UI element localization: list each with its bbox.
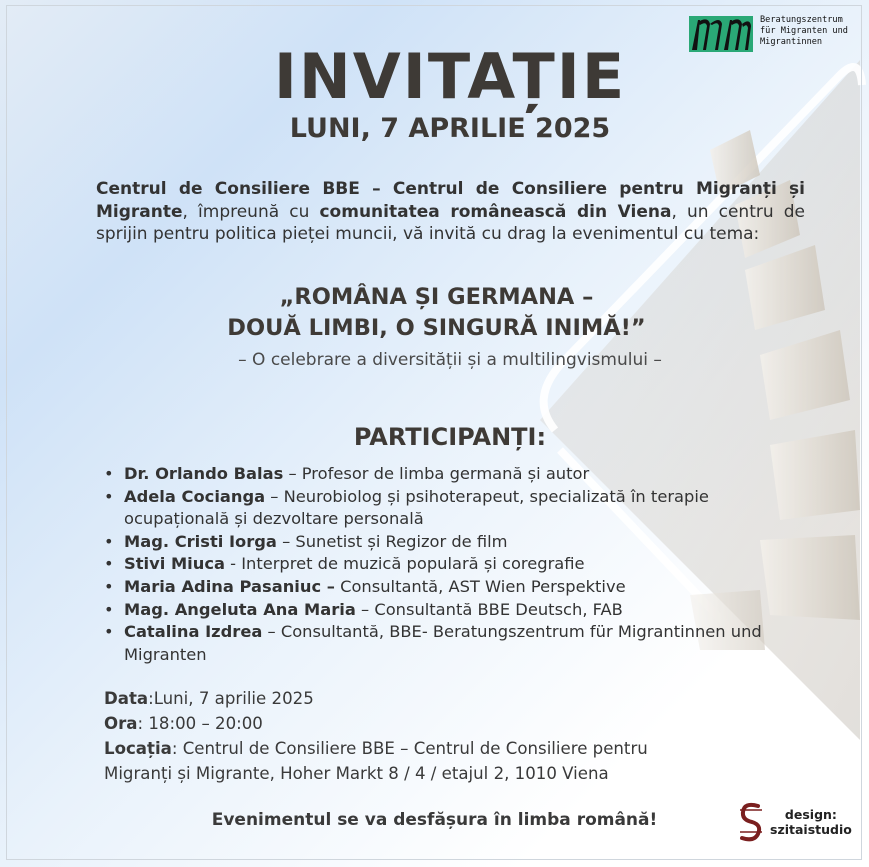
event-details xyxy=(104,686,824,786)
detail-location xyxy=(104,736,824,761)
participant-desc: – Consultantă, BBE- Beratungszentrum für Migrantinnen und Migranten xyxy=(124,622,762,664)
intro-text: , un centru de sprijin pentru politica pieței muncii, vă invită cu drag la evenimentul cu tema: xyxy=(96,201,805,244)
intro-paragraph xyxy=(96,178,805,246)
participant-desc: – Sunetist și Regizor de film xyxy=(276,531,508,551)
participant-item xyxy=(102,599,802,622)
event-date-heading: LUNI, 7 APRILIE 2025 xyxy=(289,113,611,144)
detail-label: Ora xyxy=(104,714,138,733)
invitation-title: INVITAȚIE xyxy=(273,40,627,113)
participant-name: Dr. Orlando Balas xyxy=(124,464,284,483)
detail-value: : Centrul de Consiliere BBE – Centrul de Consiliere pentru xyxy=(171,739,648,758)
participant-desc: Consultantă, AST Wien Perspektive xyxy=(334,576,626,596)
event-theme xyxy=(0,282,869,344)
participant-item xyxy=(102,576,802,599)
detail-value: : 18:00 – 20:00 xyxy=(137,714,263,733)
detail-date xyxy=(104,686,824,711)
community-name: comunitatea românească din Viena xyxy=(319,201,672,222)
theme-line: „ROMÂNA ȘI GERMANA – xyxy=(279,284,594,310)
participant-desc: – Consultantă BBE Deutsch, FAB xyxy=(355,599,623,619)
detail-time xyxy=(104,711,824,736)
participants-heading: PARTICIPANȚI: xyxy=(353,423,547,451)
design-line: design: xyxy=(784,807,837,822)
event-subtitle: – O celebrare a diversității și a multilingvismului – xyxy=(238,350,662,370)
detail-location-cont: Migranți și Migrante, Hoher Markt 8 / 4 / etajul 2, 1010 Viena xyxy=(104,764,609,783)
participant-item xyxy=(102,553,802,576)
participant-item xyxy=(102,486,802,531)
participant-item xyxy=(102,531,802,554)
design-line: szitaistudio xyxy=(770,822,852,837)
participant-item xyxy=(102,621,802,666)
participant-name: Maria Adina Pasaniuc – xyxy=(124,576,335,596)
participant-item xyxy=(102,463,802,486)
design-credit-text xyxy=(770,807,852,837)
participants-list xyxy=(102,463,802,666)
theme-line: DOUĂ LIMBI, O SINGURĂ INIMĂ!” xyxy=(227,315,646,341)
logo-line: für Migranten und xyxy=(760,26,848,36)
detail-label: Data xyxy=(104,689,149,708)
s-monogram-icon xyxy=(736,800,766,844)
intro-text: , împreună cu xyxy=(182,201,320,222)
participant-name: Mag. Angeluta Ana Maria xyxy=(124,599,356,619)
detail-label: Locația xyxy=(104,739,172,758)
participant-name: Catalina Izdrea xyxy=(124,622,263,642)
participant-desc: - Interpret de muzică populară și coregrafie xyxy=(224,554,585,574)
participant-name: Mag. Cristi Iorga xyxy=(124,531,277,551)
organization-name: Centrul de Consiliere BBE – Centrul de Consiliere pentru Migranți și Migrante xyxy=(96,179,805,222)
design-credit xyxy=(736,800,852,844)
participant-name: Adela Cocianga xyxy=(124,486,266,506)
logo-line: Beratungszentrum xyxy=(760,15,843,25)
detail-value: :Luni, 7 aprilie 2025 xyxy=(148,689,314,708)
language-note: Evenimentul se va desfășura în limba română! xyxy=(211,810,658,830)
logo-line: Migrantinnen xyxy=(760,37,823,47)
participant-desc: – Profesor de limba germană și autor xyxy=(283,464,590,483)
participant-desc: – Neurobiolog și psihoterapeut, specializată în terapie ocupațională și dezvoltare personală xyxy=(124,486,709,529)
participant-name: Stivi Miuca xyxy=(124,554,225,574)
